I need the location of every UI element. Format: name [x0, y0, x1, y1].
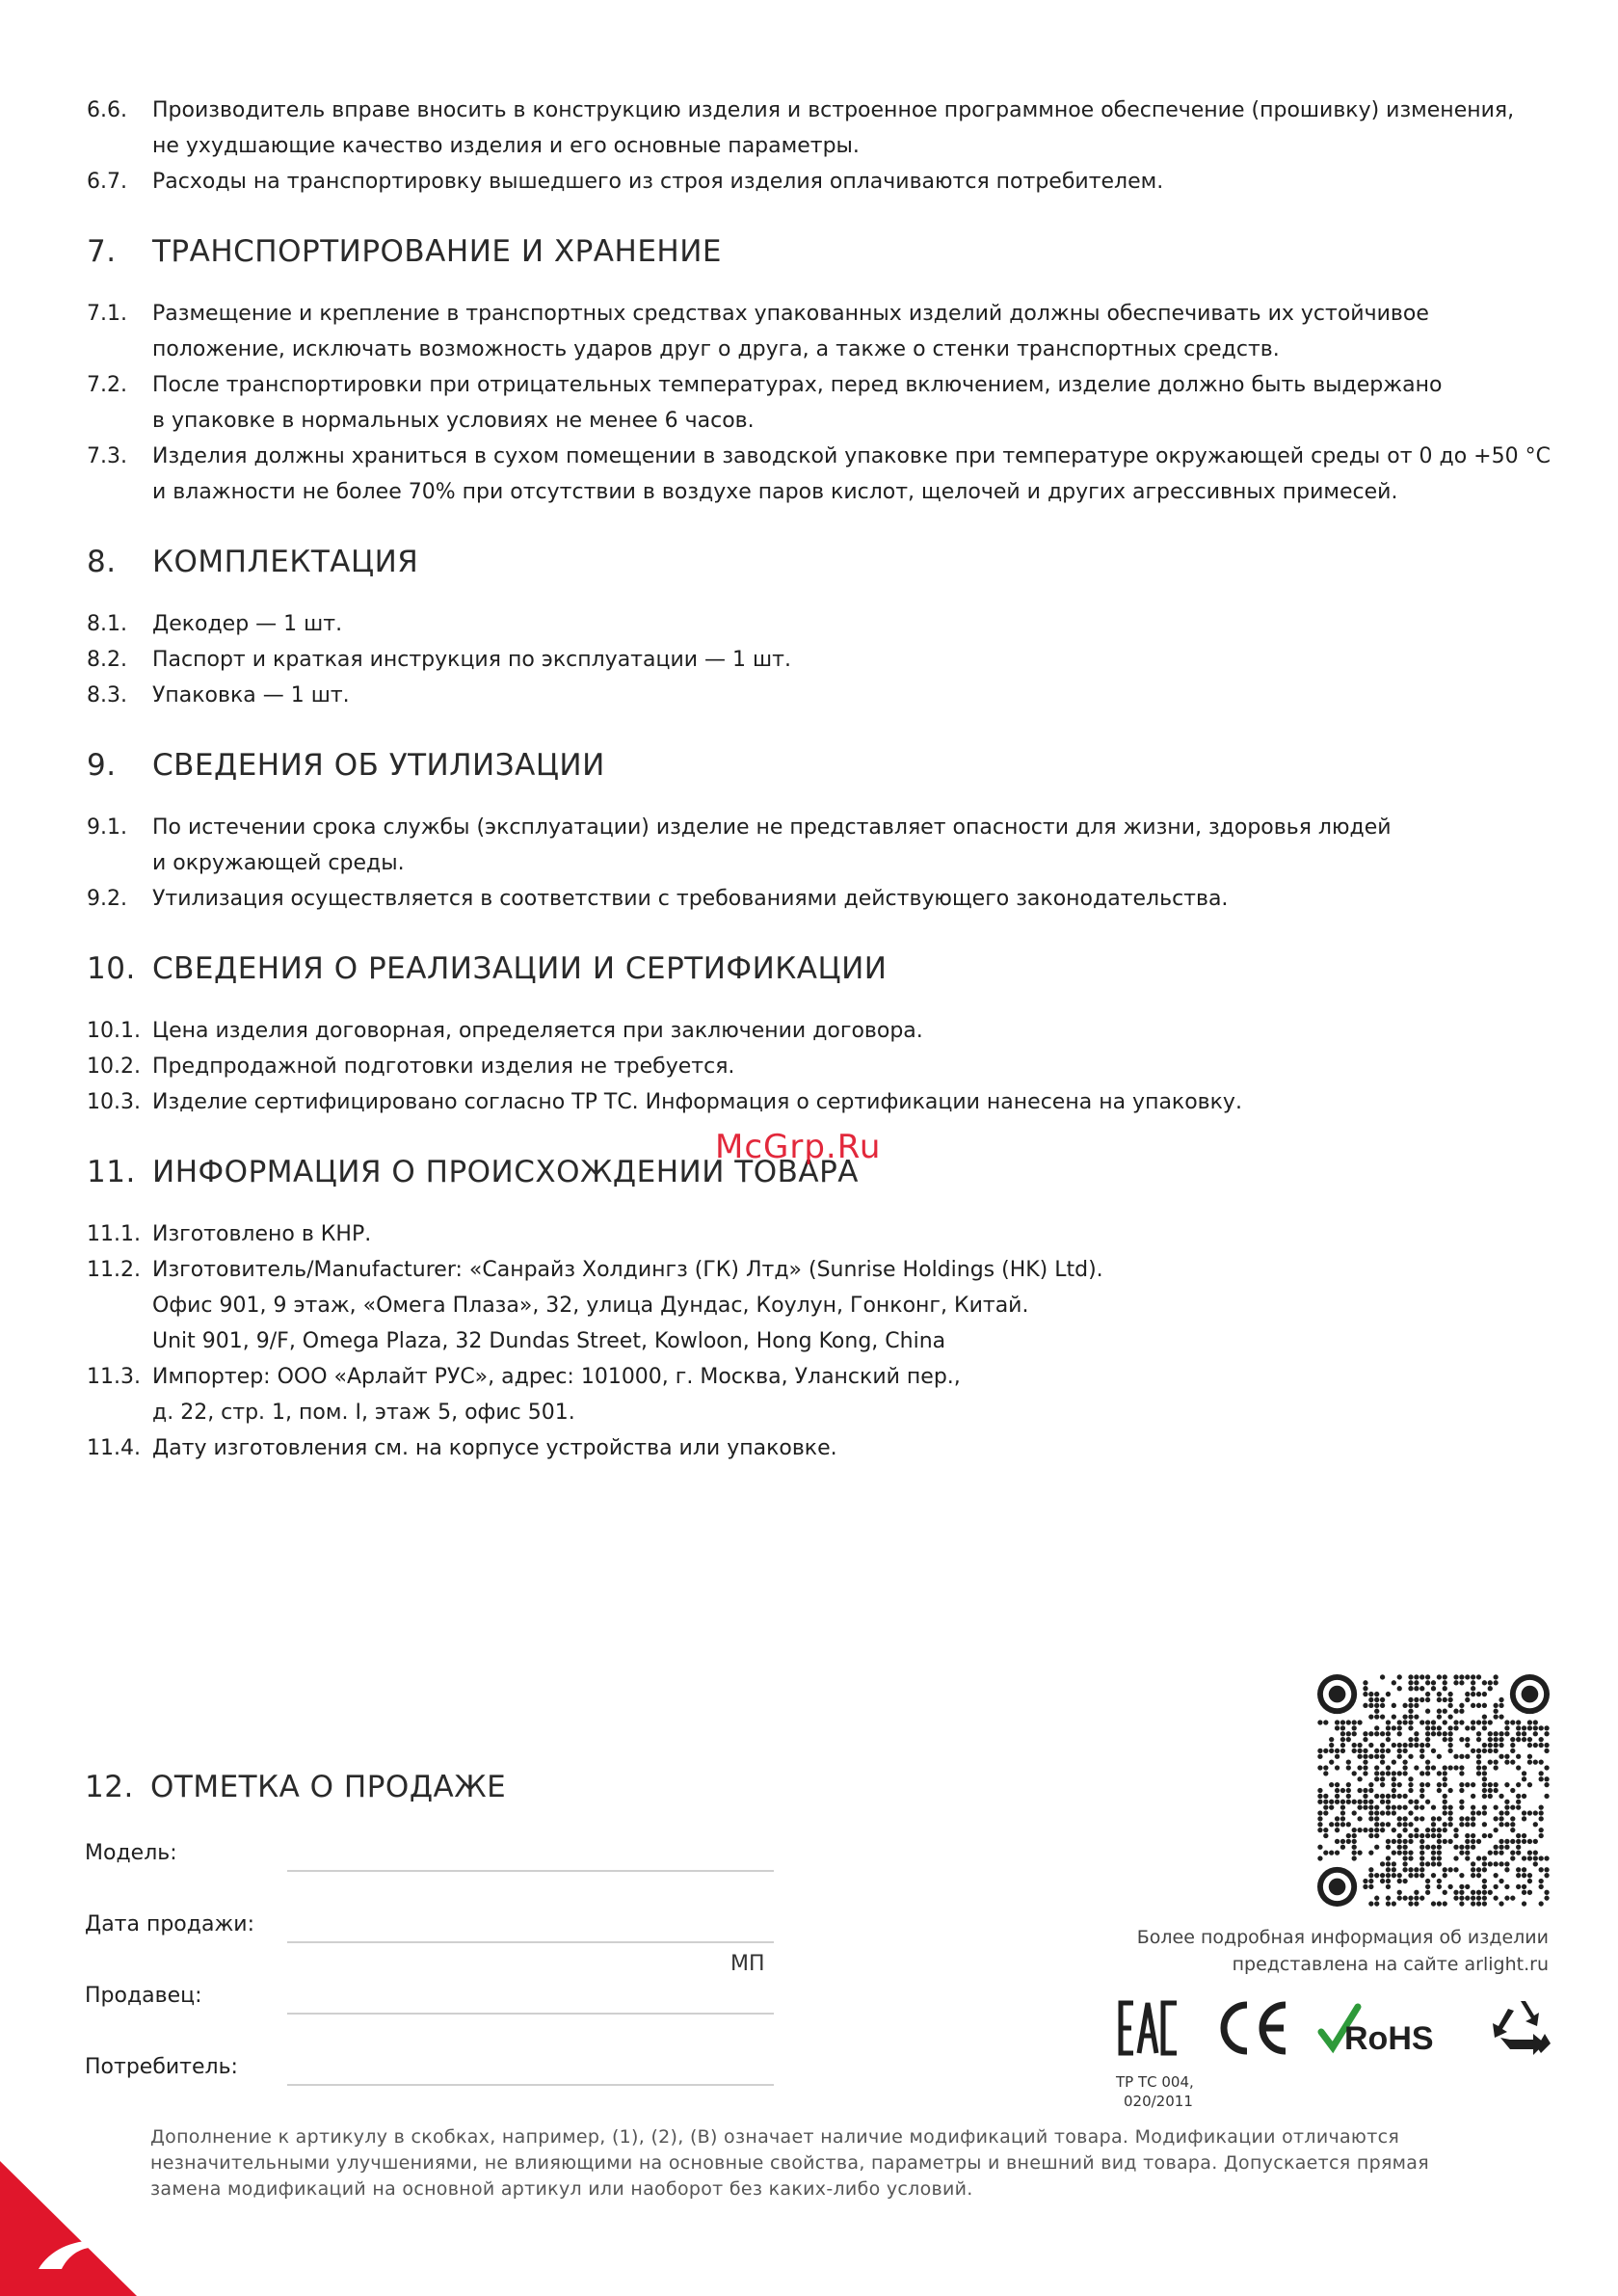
- section-title: СВЕДЕНИЯ ОБ УТИЛИЗАЦИИ: [152, 748, 605, 783]
- item-text: [152, 1252, 1552, 1359]
- list-item: [87, 1049, 1552, 1084]
- item-line: Офис 901, 9 этаж, «Омега Плаза», 32, улица Дундас, Коулун, Гонконг, Китай.: [152, 1294, 1029, 1318]
- list-item: [87, 1084, 1552, 1120]
- list-item: [87, 1430, 1552, 1466]
- section-number: 10.: [87, 951, 136, 986]
- list-item: [87, 678, 1552, 713]
- sale-field-date: [85, 1905, 779, 1976]
- item-number: 11.3.: [87, 1365, 141, 1389]
- item-number: 9.1.: [87, 815, 127, 840]
- item-line: в упаковке в нормальных условиях не менее 6 часов.: [152, 409, 755, 433]
- item-number: 10.3.: [87, 1090, 141, 1114]
- section-9: [87, 746, 1552, 917]
- item-text: [152, 93, 1552, 164]
- item-line: Импортер: ООО «Арлайт РУС», адрес: 101000, г. Москва, Уланский пер.,: [152, 1365, 961, 1389]
- item-text: [152, 1216, 1552, 1252]
- section-heading: [87, 746, 1552, 785]
- item-text: [152, 296, 1552, 367]
- item-line: Изготовлено в КНР.: [152, 1222, 372, 1246]
- field-label: Модель:: [85, 1841, 177, 1865]
- item-number: 8.3.: [87, 683, 127, 707]
- item-number: 6.7.: [87, 170, 127, 194]
- sale-field-consumer: [85, 2047, 779, 2119]
- item-line: Цена изделия договорная, определяется при заключении договора.: [152, 1019, 923, 1043]
- section-8: [87, 543, 1552, 713]
- item-line: Изделия должны храниться в сухом помещении в заводской упаковке при температуре окружающей среды от 0 до +50 °C: [152, 444, 1551, 468]
- item-number: 11.2.: [87, 1258, 141, 1282]
- section-title: ИНФОРМАЦИЯ О ПРОИСХОЖДЕНИИ ТОВАРА: [152, 1155, 859, 1189]
- section-number: 11.: [87, 1155, 136, 1189]
- item-line: Unit 901, 9/F, Omega Plaza, 32 Dundas Street, Kowloon, Hong Kong, China: [152, 1329, 946, 1353]
- item-line: Утилизация осуществляется в соответствии с требованиями действующего законодательства.: [152, 887, 1229, 911]
- info-line: представлена на сайте arlight.ru: [1232, 1954, 1549, 1975]
- item-line: Размещение и крепление в транспортных средствах упакованных изделий должны обеспечивать их устойчивое: [152, 302, 1429, 326]
- item-text: [152, 1049, 1552, 1084]
- brand-corner-logo-icon: [0, 2161, 145, 2296]
- footnote-line: замена модификаций на основной артикул или наоборот без каких-либо условий.: [150, 2178, 973, 2200]
- item-text: [152, 367, 1552, 439]
- list-item: [87, 164, 1552, 200]
- footnote: [150, 2124, 1499, 2203]
- fill-line: [287, 2013, 774, 2015]
- item-number: 8.2.: [87, 648, 127, 672]
- ce-mark-icon: [1214, 1999, 1291, 2057]
- item-text: [152, 606, 1552, 642]
- item-line: Изделие сертифицировано согласно ТР ТС. Информация о сертификации нанесена на упаковку.: [152, 1090, 1242, 1114]
- fill-line: [287, 1941, 774, 1943]
- item-line: положение, исключать возможность ударов друг о друга, а также о стенки транспортных средств.: [152, 337, 1280, 361]
- footnote-line: Дополнение к артикулу в скобках, например, (1), (2), (B) означает наличие модификаций товара. Модификации отличаются: [150, 2126, 1400, 2148]
- item-line: д. 22, стр. 1, пом. I, этаж 5, офис 501.: [152, 1401, 575, 1425]
- info-note: [1137, 1924, 1549, 1978]
- section-title: КОМПЛЕКТАЦИЯ: [152, 545, 419, 579]
- item-number: 8.1.: [87, 612, 127, 636]
- item-number: 9.2.: [87, 887, 127, 911]
- item-text: [152, 810, 1552, 881]
- item-line: Изготовитель/Manufacturer: «Санрайз Холдингз (ГК) Лтд» (Sunrise Holdings (HK) Ltd).: [152, 1258, 1103, 1282]
- section-7: [87, 232, 1552, 510]
- section-title: ОТМЕТКА О ПРОДАЖЕ: [150, 1770, 507, 1804]
- sale-mark-section: [85, 1768, 779, 2119]
- item-text: [152, 881, 1552, 917]
- item-line: Дату изготовления см. на корпусе устройства или упаковке.: [152, 1436, 837, 1460]
- list-item: [87, 881, 1552, 917]
- list-item: [87, 93, 1552, 164]
- section-11: [87, 1153, 1552, 1466]
- item-text: [152, 164, 1552, 200]
- section-number: 8.: [87, 545, 117, 579]
- item-line: Предпродажной подготовки изделия не требуется.: [152, 1055, 735, 1079]
- field-label: Потребитель:: [85, 2055, 238, 2079]
- rohs-mark-icon: [1315, 1999, 1450, 2057]
- list-item: [87, 642, 1552, 678]
- field-label: Дата продажи:: [85, 1912, 254, 1936]
- item-line: По истечении срока службы (эксплуатации) изделие не представляет опасности для жизни, здоровья людей: [152, 815, 1392, 840]
- section-10: [87, 949, 1552, 1120]
- item-number: 7.1.: [87, 302, 127, 326]
- footnote-line: незначительными улучшениями, не влияющими на основные свойства, параметры и внешний вид товара. Допускается прямая: [150, 2152, 1429, 2174]
- item-text: [152, 439, 1552, 510]
- list-item: [87, 1252, 1552, 1359]
- certification-marks: [1118, 1999, 1552, 2067]
- item-text: [152, 642, 1552, 678]
- section-number: 12.: [85, 1770, 134, 1804]
- list-item: [87, 1216, 1552, 1252]
- section-number: 7.: [87, 234, 117, 269]
- item-line: не ухудшающие качество изделия и его основные параметры.: [152, 134, 860, 158]
- section-title: СВЕДЕНИЯ О РЕАЛИЗАЦИИ И СЕРТИФИКАЦИИ: [152, 951, 888, 986]
- fill-line: [287, 2084, 774, 2086]
- section-heading: [87, 232, 1552, 271]
- item-text: [152, 1430, 1552, 1466]
- item-number: 10.1.: [87, 1019, 141, 1043]
- section-heading: [87, 543, 1552, 581]
- watermark: McGrp.Ru: [715, 1128, 882, 1166]
- section-heading: [85, 1768, 779, 1806]
- sale-field-seller: [85, 1976, 779, 2047]
- trts-line: ТР ТС 004,: [1116, 2073, 1194, 2091]
- item-line: и влажности не более 70% при отсутствии в воздухе паров кислот, щелочей и других агрессивных примесей.: [152, 480, 1398, 504]
- item-text: [152, 678, 1552, 713]
- fill-line: [287, 1870, 774, 1872]
- section-title: ТРАНСПОРТИРОВАНИЕ И ХРАНЕНИЕ: [152, 234, 722, 269]
- item-number: 11.4.: [87, 1436, 141, 1460]
- list-item: [87, 810, 1552, 881]
- list-item: [87, 296, 1552, 367]
- item-line: Расходы на транспортировку вышедшего из строя изделия оплачиваются потребителем.: [152, 170, 1164, 194]
- stamp-place-label: МП: [730, 1952, 765, 1976]
- item-number: 11.1.: [87, 1222, 141, 1246]
- item-line: После транспортировки при отрицательных температурах, перед включением, изделие должно быть выдержано: [152, 373, 1443, 397]
- item-text: [152, 1084, 1552, 1120]
- recycle-icon: [1489, 1999, 1552, 2057]
- section-6-tail: [87, 93, 1552, 200]
- item-line: Производитель вправе вносить в конструкцию изделия и встроенное программное обеспечение (прошивку) изменения,: [152, 98, 1515, 122]
- section-heading: [87, 949, 1552, 988]
- list-item: [87, 1013, 1552, 1049]
- svg-text:RoHS: RoHS: [1344, 2020, 1434, 2057]
- item-line: и окружающей среды.: [152, 851, 405, 875]
- item-line: Упаковка — 1 шт.: [152, 683, 350, 707]
- list-item: [87, 1359, 1552, 1430]
- field-label: Продавец:: [85, 1984, 202, 2008]
- item-line: Паспорт и краткая инструкция по эксплуатации — 1 шт.: [152, 648, 791, 672]
- item-line: Декодер — 1 шт.: [152, 612, 343, 636]
- item-number: 6.6.: [87, 98, 127, 122]
- qr-code-icon[interactable]: [1317, 1674, 1550, 1907]
- item-text: [152, 1013, 1552, 1049]
- item-number: 7.3.: [87, 444, 127, 468]
- section-number: 9.: [87, 748, 117, 783]
- item-text: [152, 1359, 1552, 1430]
- document-body: [87, 93, 1552, 1466]
- eac-mark-icon: [1118, 1999, 1180, 2057]
- list-item: [87, 367, 1552, 439]
- trts-label: [1116, 2072, 1194, 2111]
- item-number: 7.2.: [87, 373, 127, 397]
- list-item: [87, 606, 1552, 642]
- list-item: [87, 439, 1552, 510]
- sale-field-model: [85, 1833, 779, 1905]
- info-line: Более подробная информация об изделии: [1136, 1927, 1549, 1948]
- item-number: 10.2.: [87, 1055, 141, 1079]
- trts-line: 020/2011: [1124, 2093, 1193, 2110]
